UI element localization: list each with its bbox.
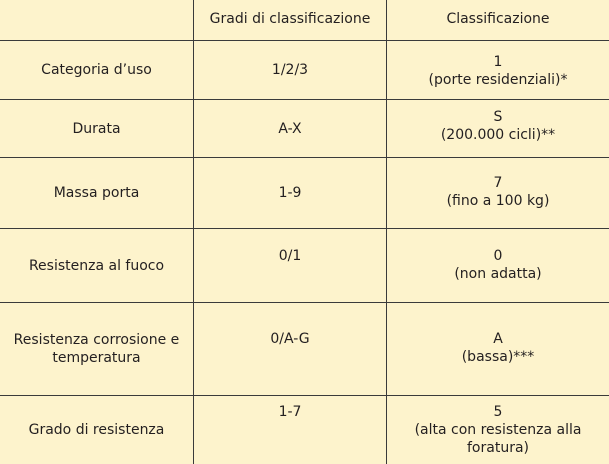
row-name-line1: Resistenza corrosione e xyxy=(13,332,180,348)
table-row xyxy=(0,303,609,396)
row-name-label: Grado di resistenza xyxy=(28,422,165,438)
row-classification-note: (alta con resistenza alla xyxy=(414,422,582,438)
row-grades-value: 1-9 xyxy=(278,185,302,201)
row-name xyxy=(0,41,193,99)
row-name-label: Massa porta xyxy=(53,185,140,201)
row-grades xyxy=(193,303,386,395)
row-grades xyxy=(193,41,386,99)
row-classification-value: A xyxy=(493,331,503,347)
table-header-row xyxy=(0,0,609,41)
table-row xyxy=(0,158,609,229)
row-classification xyxy=(386,396,609,464)
row-grades xyxy=(193,158,386,228)
table-row xyxy=(0,229,609,303)
header-col-name xyxy=(0,0,193,40)
row-classification-note: (200.000 cicli)** xyxy=(440,127,556,143)
header-col-grades-label: Gradi di classificazione xyxy=(209,11,371,27)
row-grades-value: 1/2/3 xyxy=(271,62,309,78)
row-classification-value: 0 xyxy=(493,248,503,264)
row-grades-value: 0/A-G xyxy=(270,331,310,347)
row-grades xyxy=(193,229,386,302)
row-classification-note: (non adatta) xyxy=(454,266,542,282)
row-classification-note-cont: foratura) xyxy=(467,440,529,456)
row-classification xyxy=(386,303,609,395)
row-grades xyxy=(193,396,386,464)
header-col-classification xyxy=(386,0,609,40)
row-classification-value: S xyxy=(493,109,503,125)
row-grades-value: 1-7 xyxy=(278,404,302,420)
table-row xyxy=(0,396,609,464)
row-classification-note: (fino a 100 kg) xyxy=(446,193,550,209)
header-col-classification-label: Classificazione xyxy=(446,11,550,27)
row-name xyxy=(0,100,193,157)
row-classification-value: 5 xyxy=(493,404,503,420)
row-grades xyxy=(193,100,386,157)
row-classification-note: (porte residenziali)* xyxy=(428,72,568,88)
table-row xyxy=(0,41,609,100)
row-classification xyxy=(386,158,609,228)
row-name xyxy=(0,158,193,228)
row-name xyxy=(0,229,193,302)
row-classification-value: 1 xyxy=(493,54,503,70)
row-classification-value: 7 xyxy=(493,175,503,191)
row-classification xyxy=(386,229,609,302)
row-name-label: Resistenza al fuoco xyxy=(28,257,165,274)
row-name xyxy=(0,303,193,395)
row-name-line2: temperatura xyxy=(52,350,141,366)
row-grades-value: A-X xyxy=(278,120,302,137)
header-col-grades xyxy=(193,0,386,40)
row-classification-note: (bassa)*** xyxy=(461,349,535,365)
row-name-label: Categoria d’uso xyxy=(41,62,152,78)
row-name xyxy=(0,396,193,464)
table-row xyxy=(0,100,609,158)
row-name-label: Durata xyxy=(72,120,121,137)
row-classification xyxy=(386,100,609,157)
row-grades-value: 0/1 xyxy=(278,248,302,264)
row-name-label xyxy=(14,331,180,367)
row-classification xyxy=(386,41,609,99)
